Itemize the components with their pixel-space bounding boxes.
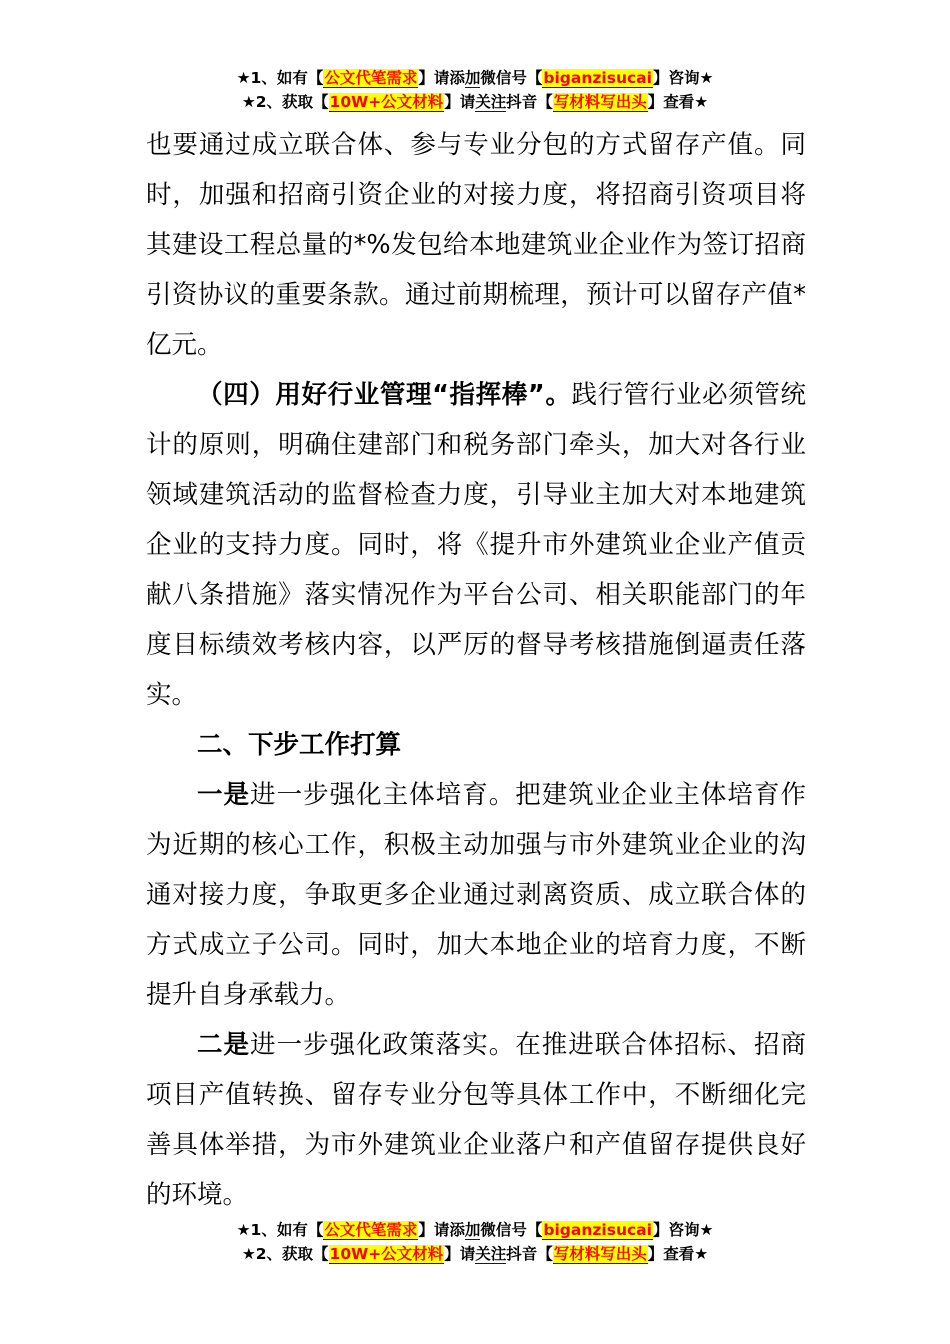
paragraph-1: 也要通过成立联合体、参与专业分包的方式留存产值。同时，加强和招商引资企业的对接力度，将招商引资项目将其建设工程总量的*%发包给本地建筑业企业作为签订招商引资协议的重要条款。通过前期梳理，预计可以留存产值*亿元。 (146, 130, 806, 360)
banner-text: 抖音【 (506, 93, 553, 111)
banner-underline-text: 关注 (475, 1245, 507, 1263)
banner-text: 】查看★ (647, 93, 709, 111)
paragraph-4-body: 进一步强化政策落实。在推进联合体招标、招商项目产值转换、留存专业分包等具体工作中，不断细化完善具体举措，为市外建筑业企业落户和产值留存提供良好的环境。 (146, 1030, 806, 1210)
banner-highlight-douyin: 写材料写出头 (553, 93, 647, 111)
section-heading-2: 二、下步工作打算 (197, 730, 402, 760)
banner-text: 】请 (444, 93, 476, 111)
paragraph-2-body: 践行管行业必须管统计的原则，明确住建部门和税务部门牵头，加大对各行业领域建筑活动的监督检查力度，引导业主加大对本地建筑企业的支持力度。同时，将《提升市外建筑业企业产值贡献八条措施》落实情况作为平台公司、相关职能部门的年度目标绩效考核内容，以严厉的督导考核措施倒逼责任落实。 (146, 380, 806, 710)
banner-text: 】请 (444, 1245, 476, 1263)
banner-line-1 (0, 1218, 950, 1242)
banner-text: ★2、获取【 (241, 93, 329, 111)
banner-text: 】请添 (418, 1221, 465, 1239)
banner-underline-text: 加 (464, 69, 481, 87)
banner-text: 】请添 (418, 69, 465, 87)
banner-text: 】咨询★ (652, 69, 714, 87)
banner-highlight-service: 公文代笔需求 (324, 1221, 418, 1239)
top-banner (0, 66, 950, 114)
banner-text: ★1、如有【 (236, 1221, 324, 1239)
paragraph-3-lead: 一是 (197, 780, 251, 810)
banner-line-1 (0, 66, 950, 90)
banner-line-2 (0, 90, 950, 114)
paragraph-4-lead: 二是 (197, 1030, 251, 1060)
bottom-banner (0, 1218, 950, 1266)
banner-text: 】查看★ (647, 1245, 709, 1263)
paragraph-3 (146, 770, 806, 1020)
document-body (146, 120, 806, 1220)
banner-highlight-douyin: 写材料写出头 (553, 1245, 647, 1263)
section-heading-4: （四）用好行业管理“指挥棒”。 (197, 380, 572, 410)
banner-highlight-service: 公文代笔需求 (324, 69, 418, 87)
banner-text: ★2、获取【 (241, 1245, 329, 1263)
paragraph-2 (146, 370, 806, 720)
banner-text: 抖音【 (506, 1245, 553, 1263)
banner-highlight-wechat-id: biganzisucai (543, 1221, 652, 1239)
paragraph-3-body: 进一步强化主体培育。把建筑业企业主体培育作为近期的核心工作，积极主动加强与市外建筑业企业的沟通对接力度，争取更多企业通过剥离资质、成立联合体的方式成立子公司。同时，加大本地企业的培育力度，不断提升自身承载力。 (146, 780, 806, 1010)
banner-highlight-materials: 10W+公文材料 (329, 93, 444, 111)
banner-highlight-materials: 10W+公文材料 (329, 1245, 444, 1263)
paragraph-4 (146, 1020, 806, 1220)
banner-text: 微信号【 (480, 69, 543, 87)
banner-underline-text: 加 (464, 1221, 481, 1239)
banner-underline-text: 关注 (475, 93, 507, 111)
banner-text: 微信号【 (480, 1221, 543, 1239)
banner-text: ★1、如有【 (236, 69, 324, 87)
banner-highlight-wechat-id: biganzisucai (543, 69, 652, 87)
banner-text: 】咨询★ (652, 1221, 714, 1239)
banner-line-2 (0, 1242, 950, 1266)
